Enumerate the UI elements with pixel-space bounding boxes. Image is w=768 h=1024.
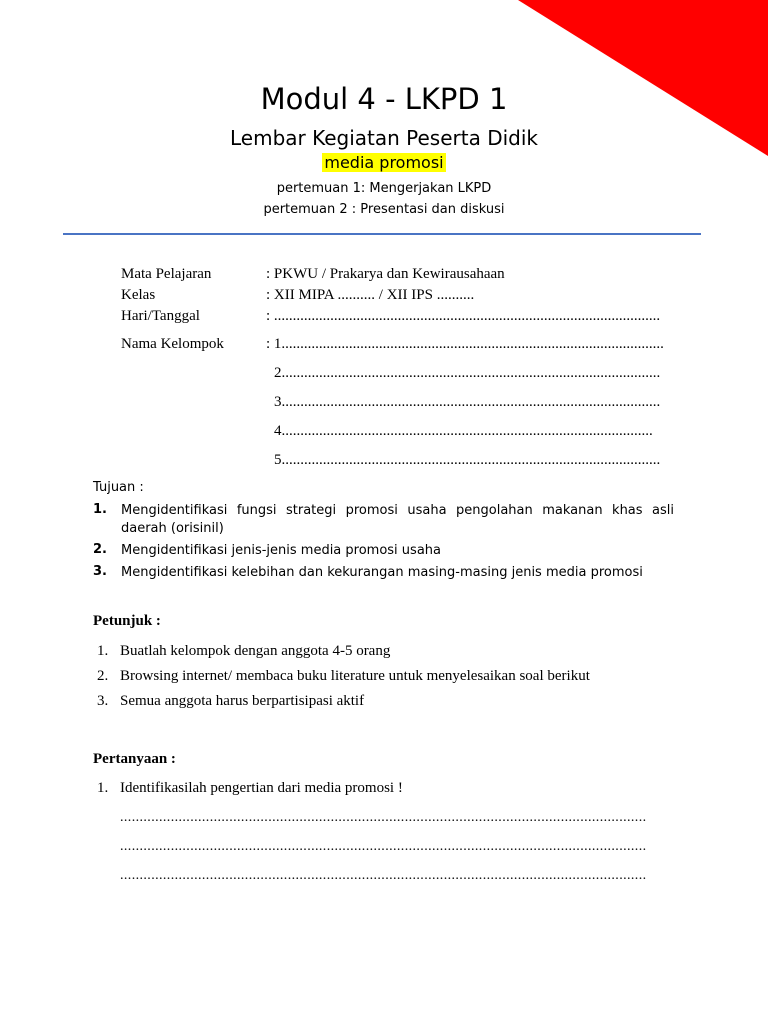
header-divider bbox=[63, 233, 701, 235]
list-number: 3. bbox=[97, 693, 109, 709]
page-subtitle: Lembar Kegiatan Peserta Didik bbox=[229, 126, 539, 150]
list-number: 1. bbox=[97, 643, 109, 659]
class-label: Kelas bbox=[121, 287, 156, 303]
page-title: Modul 4 - LKPD 1 bbox=[260, 82, 508, 116]
instructions-heading: Petunjuk : bbox=[93, 613, 161, 629]
question-text: Identifikasilah pengertian dari media promosi ! bbox=[120, 780, 403, 796]
group-member-1: : 1...................................................................................................... bbox=[266, 336, 664, 352]
list-number: 3. bbox=[93, 564, 107, 579]
objectives-heading: Tujuan : bbox=[93, 480, 144, 495]
objective-text: Mengidentifikasi fungsi strategi promosi usaha pengolahan makanan khas asli daerah (orisinil) bbox=[121, 503, 674, 536]
class-value: : XII MIPA .......... / XII IPS .......... bbox=[266, 287, 475, 303]
topic-text: media promosi bbox=[324, 153, 444, 172]
subject-label: Mata Pelajaran bbox=[121, 266, 212, 282]
meeting-2-text: pertemuan 2 : Presentasi dan diskusi bbox=[263, 202, 505, 217]
instruction-text: Browsing internet/ membaca buku literature untuk menyelesaikan soal berikut bbox=[120, 668, 590, 684]
group-member-5: 5..................................................................................................... bbox=[274, 452, 661, 468]
subject-value: : PKWU / Prakarya dan Kewirausahaan bbox=[266, 266, 505, 282]
group-label: Nama Kelompok bbox=[121, 336, 224, 352]
objective-text: Mengidentifikasi kelebihan dan kekurangan masing-masing jenis media promosi bbox=[121, 565, 643, 580]
answer-line: ....................................................................................................................................... bbox=[120, 868, 647, 883]
instruction-text: Buatlah kelompok dengan anggota 4-5 orang bbox=[120, 643, 391, 659]
topic-highlight bbox=[0, 153, 768, 173]
instruction-text: Semua anggota harus berpartisipasi aktif bbox=[120, 693, 365, 709]
list-number: 1. bbox=[97, 780, 109, 796]
group-member-4: 4................................................................................................... bbox=[274, 423, 653, 439]
answer-line: ....................................................................................................................................... bbox=[120, 810, 647, 825]
meeting-1-text: pertemuan 1: Mengerjakan LKPD bbox=[276, 181, 492, 196]
date-label: Hari/Tanggal bbox=[121, 308, 200, 324]
list-number: 2. bbox=[93, 542, 107, 557]
list-number: 2. bbox=[97, 668, 109, 684]
group-member-3: 3..................................................................................................... bbox=[274, 394, 661, 410]
answer-line: ....................................................................................................................................... bbox=[120, 839, 647, 854]
list-number: 1. bbox=[93, 502, 107, 517]
objective-text: Mengidentifikasi jenis-jenis media promosi usaha bbox=[121, 543, 441, 558]
questions-heading: Pertanyaan : bbox=[93, 751, 176, 767]
date-value: : ....................................................................................................... bbox=[266, 308, 661, 324]
group-member-2: 2..................................................................................................... bbox=[274, 365, 661, 381]
